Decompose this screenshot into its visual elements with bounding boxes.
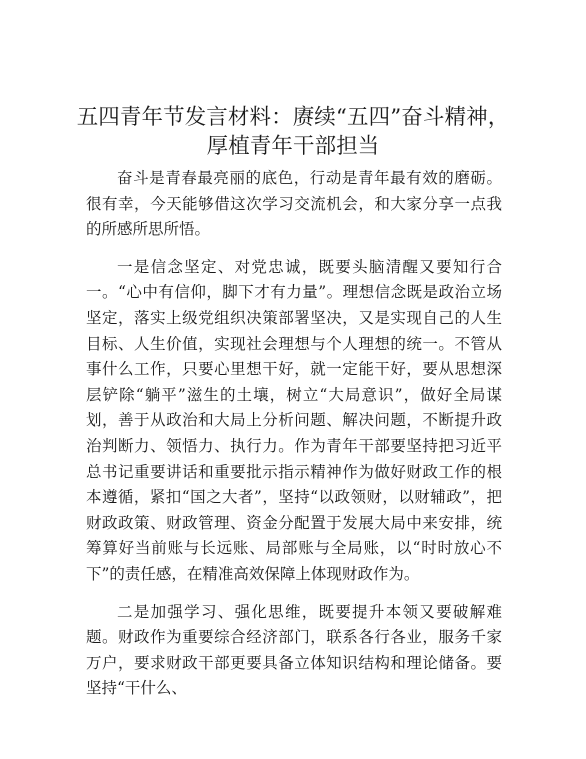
title-block bbox=[60, 103, 526, 161]
document-body bbox=[86, 166, 502, 702]
paragraph-spacer bbox=[86, 588, 502, 600]
paragraph-spacer bbox=[86, 243, 502, 255]
paragraph-point-two: 二是加强学习、强化思维，既要提升本领又要破解难题。财政作为重要综合经济部门，联系各行各业，服务千家万户，要求财政干部更要具备立体知识结构和理论储备。要坚持“干什么、 bbox=[86, 602, 502, 698]
title-line-1: 五四青年节发言材料：赓续“五四”奋斗精神， bbox=[76, 105, 510, 130]
paragraph-intro: 奋斗是青春最亮丽的底色，行动是青年最有效的磨砺。很有幸，今天能够借这次学习交流机会，和大家分享一点我的所感所思所悟。 bbox=[86, 169, 502, 239]
title-line-2: 厚植青年干部担当 bbox=[206, 134, 380, 159]
paragraph-point-one: 一是信念坚定、对党忠诚，既要头脑清醒又要知行合一。“心中有信仰，脚下才有力量”。理想信念既是政治立场坚定，落实上级党组织决策部署坚决，又是实现自己的人生目标、人生价值，实现社会理想与个人理想的统一。不管从事什么工作，只要心里想干好，就一定能干好，要从思想深层铲除“躺平”滋生的土壤，树立“大局意识”，做好全局谋划，善于从政治和大局上分析问题、解决问题，不断提升政治判断力、领悟力、执行力。作为青年干部要坚持把习近平总书记重要讲话和重要批示指示精神作为做好财政工作的根本遵循，紧扣“国之大者”，坚持“以政领财，以财辅政”，把财政政策、财政管理、资金分配置于发展大局中来安排，统筹算好当前账与长远账、局部账与全局账，以“时时放心不下”的责任感，在精准高效保障上体现财政作为。 bbox=[86, 257, 502, 583]
page-title bbox=[60, 103, 526, 161]
